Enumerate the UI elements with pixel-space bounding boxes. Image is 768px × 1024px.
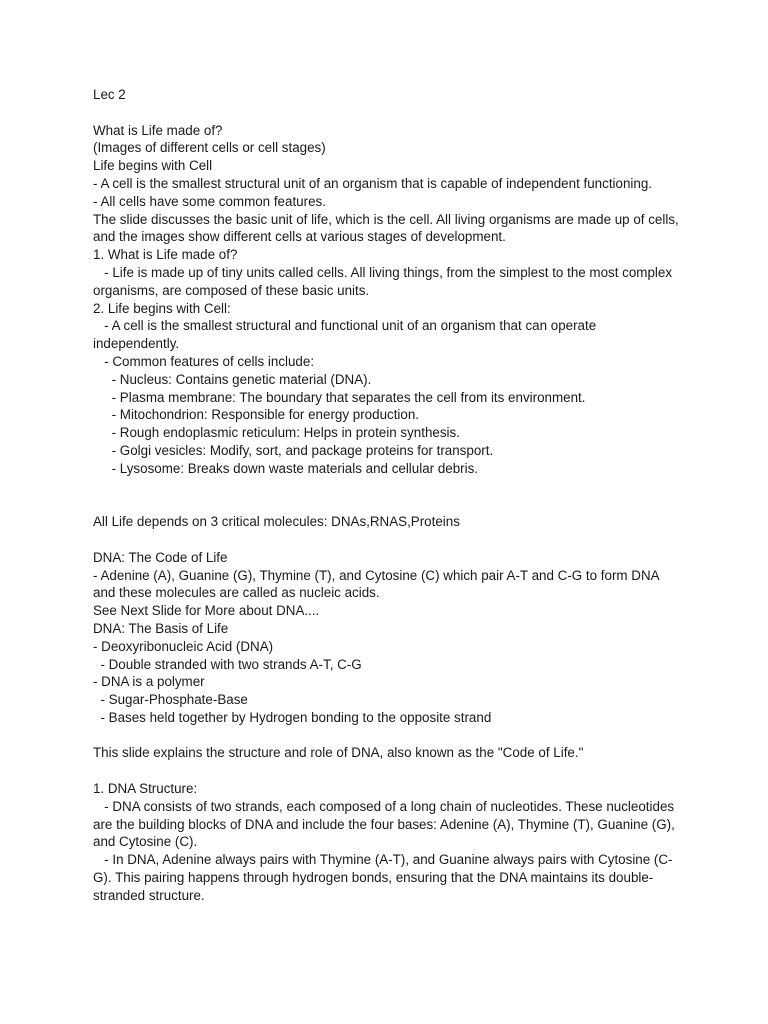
dna-basis-line: - Deoxyribonucleic Acid (DNA) — [93, 638, 274, 654]
document-body — [93, 86, 683, 905]
spacer — [93, 762, 683, 780]
dna-code-heading: DNA: The Code of Life — [93, 549, 228, 565]
slide-explanation: This slide explains the structure and role of DNA, also known as the "Code of Life." — [93, 745, 584, 761]
dna-basis-heading: DNA: The Basis of Life — [93, 620, 229, 636]
dna-structure-paragraph: - DNA consists of two strands, each composed of a long chain of nucleotides. These nucleotides are the building blocks of DNA and include the four bases: Adenine (A), Thymine (T), Guanine (G), and Cytosine (C). — [93, 798, 679, 850]
intro-summary: The slide discusses the basic unit of life, which is the cell. All living organisms are made up of cells, and the images show different cells at various stages of development. — [93, 211, 683, 245]
dna-basis-line: - DNA is a polymer — [93, 674, 205, 690]
point2-heading: 2. Life begins with Cell: — [93, 300, 231, 316]
intro-bullet: - A cell is the smallest structural unit of an organism that is capable of independent functioning. — [93, 175, 653, 191]
point1-text: - Life is made up of tiny units called cells. All living things, from the simplest to the most complex organisms, are composed of these basic units. — [93, 264, 676, 298]
dna-basis-line: - Bases held together by Hydrogen bonding to the opposite strand — [93, 709, 492, 725]
dna-code-text: - Adenine (A), Guanine (G), Thymine (T), and Cytosine (C) which pair A-T and C-G to form DNA and these molecules are called as nucleic acids. — [93, 567, 663, 601]
features-heading: - Common features of cells include: — [93, 353, 315, 369]
intro-subheading: Life begins with Cell — [93, 158, 213, 174]
feature-item: - Plasma membrane: The boundary that separates the cell from its environment. — [93, 389, 586, 405]
feature-item: - Mitochondrion: Responsible for energy production. — [93, 407, 420, 423]
dna-basis-line: - Sugar-Phosphate-Base — [93, 692, 248, 708]
dna-structure-paragraph: - In DNA, Adenine always pairs with Thymine (A-T), and Guanine always pairs with Cytosine (C-G). This pairing happens through hydrogen bonds, ensuring that the DNA maintains its double-stranded structure. — [93, 852, 673, 903]
dna-structure-heading: 1. DNA Structure: — [93, 781, 198, 797]
spacer — [93, 727, 683, 745]
spacer — [93, 104, 683, 122]
dna-basis-line: - Double stranded with two strands A-T, C-G — [93, 656, 362, 672]
point1-heading: 1. What is Life made of? — [93, 247, 238, 263]
feature-item: - Rough endoplasmic reticulum: Helps in protein synthesis. — [93, 425, 460, 441]
point2-text: - A cell is the smallest structural and functional unit of an organism that can operate independently. — [93, 318, 600, 352]
spacer — [93, 478, 683, 496]
lecture-title: Lec 2 — [93, 87, 126, 102]
spacer — [93, 531, 683, 549]
see-next-note: See Next Slide for More about DNA.... — [93, 603, 320, 619]
feature-item: - Lysosome: Breaks down waste materials and cellular debris. — [93, 460, 479, 476]
feature-item: - Golgi vesicles: Modify, sort, and package proteins for transport. — [93, 442, 494, 458]
intro-bullet: - All cells have some common features. — [93, 193, 326, 209]
spacer — [93, 495, 683, 513]
molecules-statement: All Life depends on 3 critical molecules: DNAs,RNAS,Proteins — [93, 514, 460, 530]
image-note: (Images of different cells or cell stages) — [93, 140, 326, 156]
feature-item: - Nucleus: Contains genetic material (DNA). — [93, 371, 372, 387]
intro-heading: What is Life made of? — [93, 122, 223, 138]
